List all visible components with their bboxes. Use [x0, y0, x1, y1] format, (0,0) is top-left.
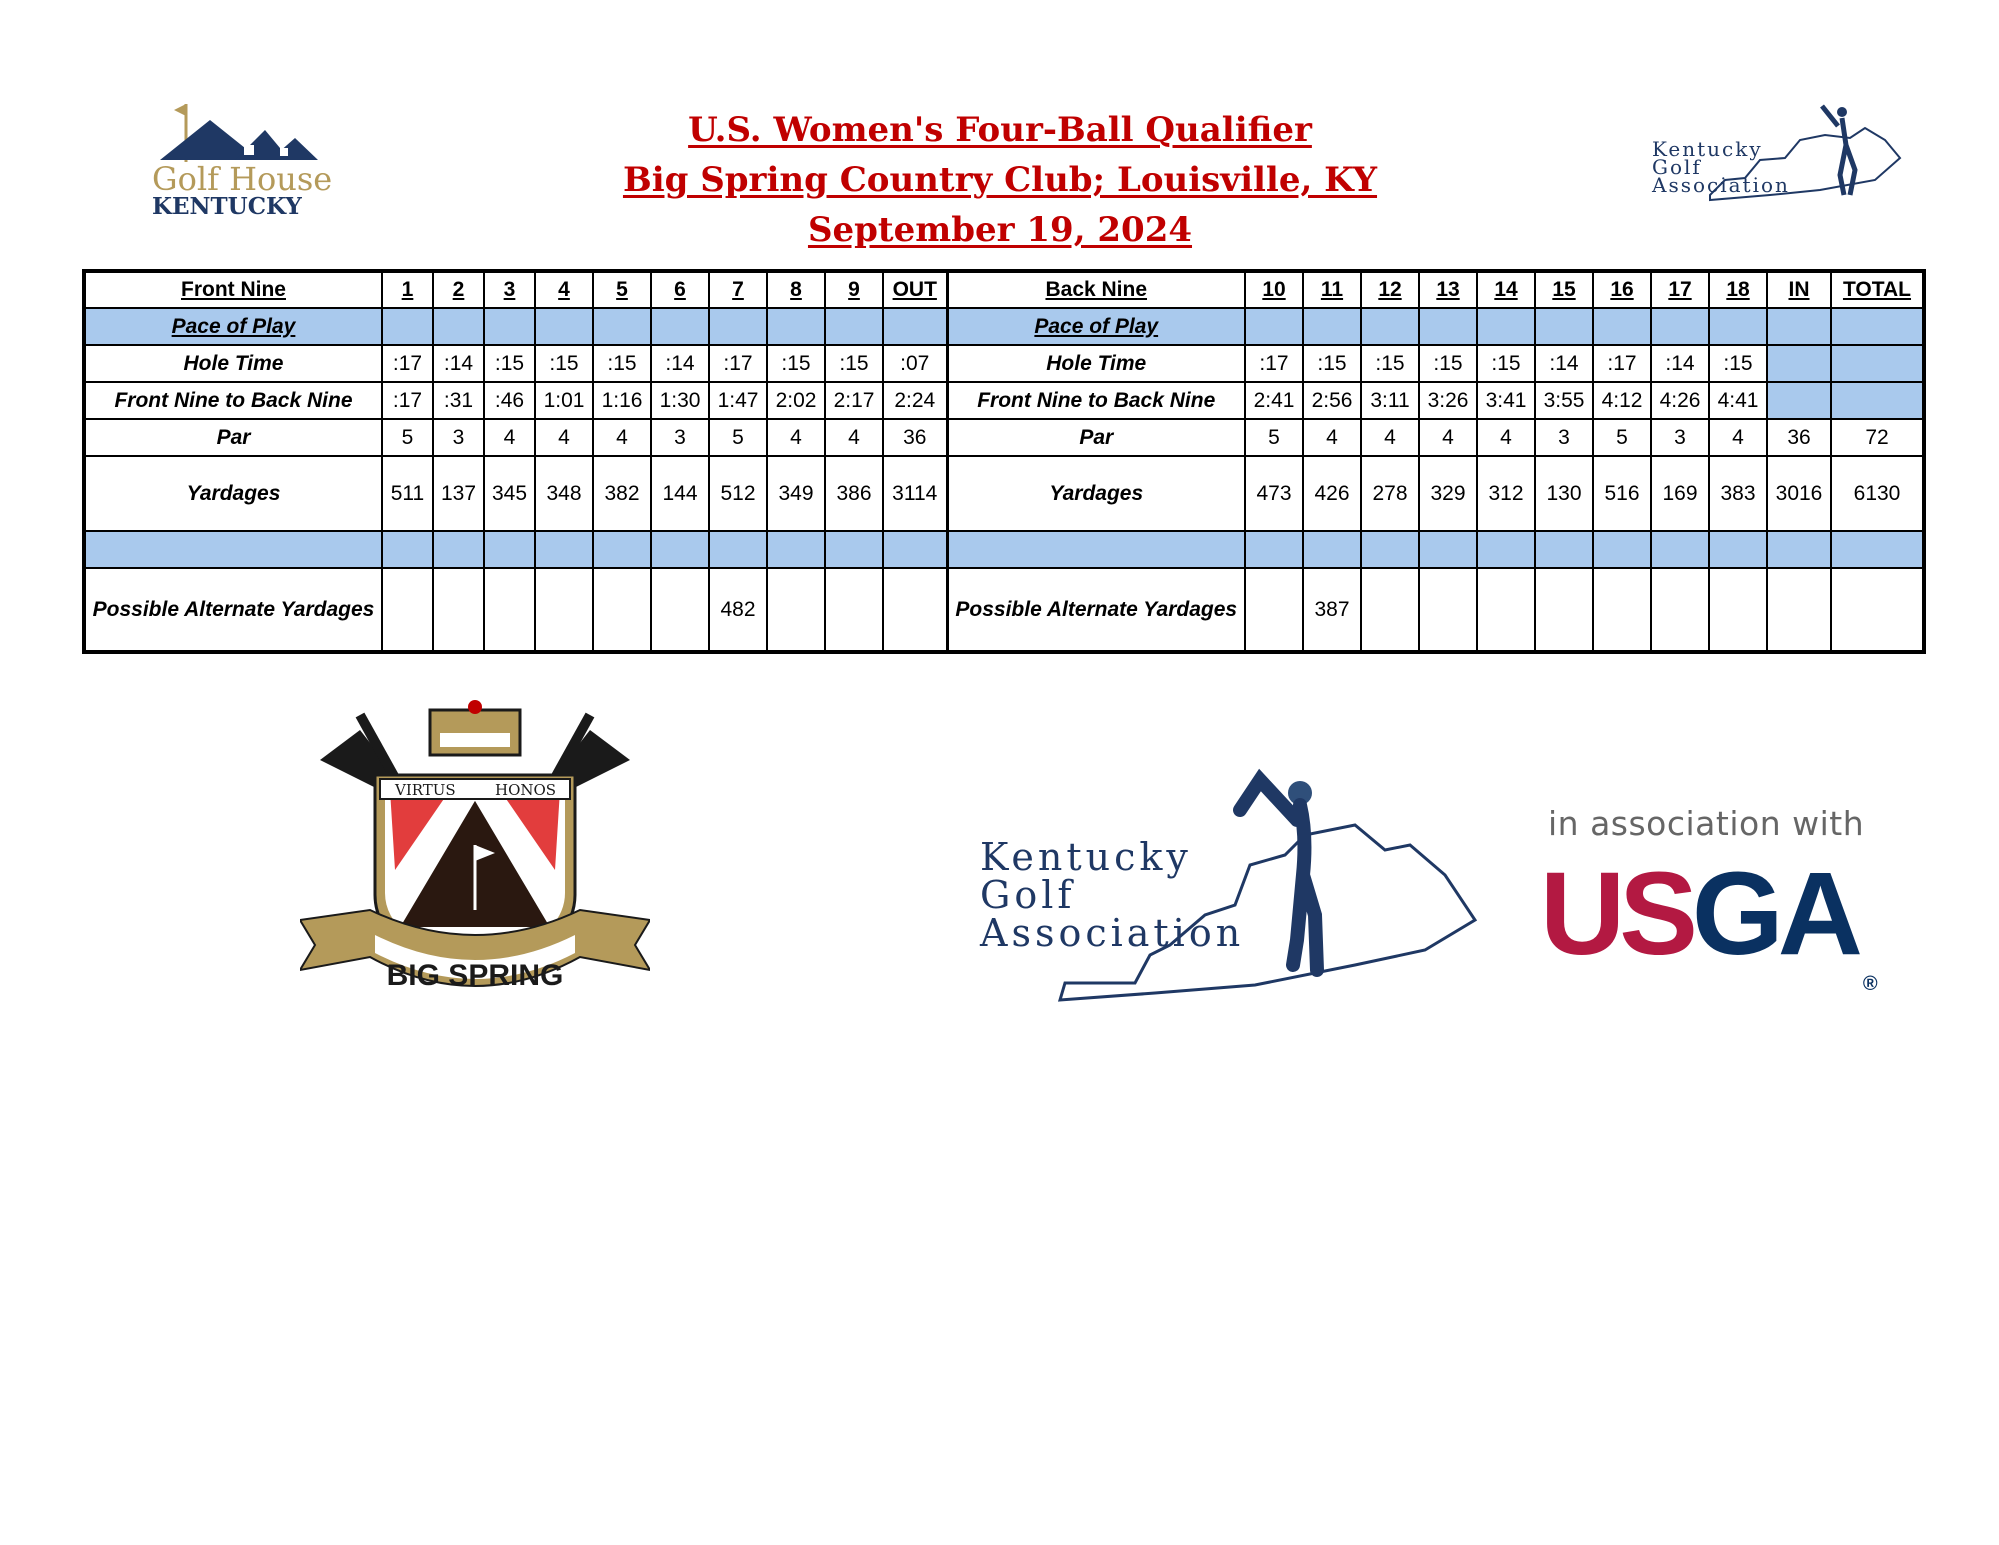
hole-4-header: 4: [535, 271, 593, 308]
par-cell: 5: [1593, 419, 1651, 456]
cumulative-cell: 2:56: [1303, 382, 1361, 419]
par-cell: 4: [593, 419, 651, 456]
hole-time-out: :07: [883, 345, 947, 382]
par-in: 36: [1767, 419, 1831, 456]
hole-time-cell: :17: [709, 345, 767, 382]
alternate-cell: [1593, 568, 1651, 652]
alternate-cell: [1419, 568, 1477, 652]
hole-time-cell: :15: [1361, 345, 1419, 382]
hole-time-cell: :14: [433, 345, 484, 382]
cumulative-cell: :46: [484, 382, 535, 419]
crest-banner-text: BIG SPRING: [386, 959, 564, 992]
yardage-cell: 516: [1593, 456, 1651, 531]
yardage-total: 6130: [1831, 456, 1924, 531]
hole-time-cell: :17: [1593, 345, 1651, 382]
hole-time-cell: :14: [1535, 345, 1593, 382]
hole-11-header: 11: [1303, 271, 1361, 308]
cumulative-time-row: [84, 382, 1924, 419]
alternate-cell: 482: [709, 568, 767, 652]
alternate-cell: [535, 568, 593, 652]
yardage-out: 3114: [883, 456, 947, 531]
par-total: 72: [1831, 419, 1924, 456]
hole-time-cell: :14: [1651, 345, 1709, 382]
cumulative-cell: 1:47: [709, 382, 767, 419]
header-row: [84, 271, 1924, 308]
hole-1-header: 1: [382, 271, 433, 308]
alternate-in: [1767, 568, 1831, 652]
alternate-out: [883, 568, 947, 652]
hole-18-header: 18: [1709, 271, 1767, 308]
yardages-row: [84, 456, 1924, 531]
spacer-row: [84, 531, 1924, 568]
kentucky-text: KENTUCKY: [152, 193, 302, 220]
cumulative-cell: 4:26: [1651, 382, 1709, 419]
hole-7-header: 7: [709, 271, 767, 308]
title-event: U.S. Women's Four-Ball Qualifier: [688, 110, 1312, 150]
in-association-with-text: in association with: [1548, 804, 1865, 843]
cumulative-cell: 2:41: [1245, 382, 1303, 419]
cumulative-out: 2:24: [883, 382, 947, 419]
cumulative-total: [1831, 382, 1924, 419]
par-cell: 4: [1361, 419, 1419, 456]
par-cell: 3: [1535, 419, 1593, 456]
cumulative-label-front: Front Nine to Back Nine: [84, 382, 382, 419]
front-nine-header: Front Nine: [84, 271, 382, 308]
hole-3-header: 3: [484, 271, 535, 308]
yardage-cell: 169: [1651, 456, 1709, 531]
hole-12-header: 12: [1361, 271, 1419, 308]
par-label-back: Par: [947, 419, 1245, 456]
kga-large-line2: Golf: [980, 873, 1076, 917]
par-cell: 4: [1419, 419, 1477, 456]
alternate-cell: 387: [1303, 568, 1361, 652]
hole-time-label-back: Hole Time: [947, 345, 1245, 382]
hole-17-header: 17: [1651, 271, 1709, 308]
cumulative-label-back: Front Nine to Back Nine: [947, 382, 1245, 419]
hole-13-header: 13: [1419, 271, 1477, 308]
yardage-cell: 473: [1245, 456, 1303, 531]
hole-time-cell: :15: [767, 345, 825, 382]
yardage-cell: 144: [651, 456, 709, 531]
alternate-cell: [767, 568, 825, 652]
alternate-cell: [1651, 568, 1709, 652]
kga-logo-small: [1650, 100, 1910, 220]
hole-time-cell: :15: [1303, 345, 1361, 382]
hole-time-row: [84, 345, 1924, 382]
yardage-cell: 329: [1419, 456, 1477, 531]
hole-time-cell: :15: [535, 345, 593, 382]
cumulative-cell: 3:11: [1361, 382, 1419, 419]
par-out: 36: [883, 419, 947, 456]
alternate-yardages-row: [84, 568, 1924, 652]
back-nine-header: Back Nine: [947, 271, 1245, 308]
alternate-cell: [484, 568, 535, 652]
par-cell: 3: [1651, 419, 1709, 456]
yardage-cell: 383: [1709, 456, 1767, 531]
title-block: [560, 105, 1440, 255]
alternate-cell: [382, 568, 433, 652]
alternate-cell: [651, 568, 709, 652]
par-cell: 4: [535, 419, 593, 456]
par-cell: 3: [651, 419, 709, 456]
hole-2-header: 2: [433, 271, 484, 308]
kga-small-line1: Kentucky: [1652, 137, 1763, 161]
cumulative-cell: :17: [382, 382, 433, 419]
out-header: OUT: [883, 271, 947, 308]
yardage-cell: 345: [484, 456, 535, 531]
alternate-cell: [1709, 568, 1767, 652]
yardage-cell: 382: [593, 456, 651, 531]
par-cell: 4: [1709, 419, 1767, 456]
cumulative-cell: :31: [433, 382, 484, 419]
hole-8-header: 8: [767, 271, 825, 308]
yardage-cell: 130: [1535, 456, 1593, 531]
alternate-cell: [433, 568, 484, 652]
yardage-cell: 426: [1303, 456, 1361, 531]
hole-time-cell: :15: [1477, 345, 1535, 382]
cumulative-cell: 2:02: [767, 382, 825, 419]
hole-time-cell: :15: [593, 345, 651, 382]
alternate-total: [1831, 568, 1924, 652]
yardages-label-back: Yardages: [947, 456, 1245, 531]
crest-motto-left: VIRTUS: [395, 781, 456, 799]
hole-16-header: 16: [1593, 271, 1651, 308]
hole-time-cell: :17: [1245, 345, 1303, 382]
alternate-cell: [1245, 568, 1303, 652]
yardage-cell: 137: [433, 456, 484, 531]
title-venue: Big Spring Country Club; Louisville, KY: [622, 160, 1378, 200]
usga-ga-text: GA: [1691, 848, 1857, 980]
hole-time-cell: :15: [1419, 345, 1477, 382]
pace-of-play-label-back: Pace of Play: [947, 308, 1245, 345]
cumulative-in: [1767, 382, 1831, 419]
hole-time-cell: :15: [1709, 345, 1767, 382]
alternate-label-back: Possible Alternate Yardages: [947, 568, 1245, 652]
yardage-cell: 312: [1477, 456, 1535, 531]
hole-time-cell: :14: [651, 345, 709, 382]
alternate-cell: [1361, 568, 1419, 652]
yardage-cell: 349: [767, 456, 825, 531]
hole-9-header: 9: [825, 271, 883, 308]
par-label-front: Par: [84, 419, 382, 456]
par-cell: 5: [709, 419, 767, 456]
pace-of-play-label-front: Pace of Play: [84, 308, 382, 345]
par-cell: 4: [1303, 419, 1361, 456]
pace-of-play-table: [82, 269, 1926, 654]
par-cell: 3: [433, 419, 484, 456]
cumulative-cell: 4:12: [1593, 382, 1651, 419]
yardage-cell: 511: [382, 456, 433, 531]
yardage-cell: 512: [709, 456, 767, 531]
par-cell: 5: [382, 419, 433, 456]
hole-6-header: 6: [651, 271, 709, 308]
total-header: TOTAL: [1831, 271, 1924, 308]
kga-small-line3: Association: [1652, 173, 1790, 197]
cumulative-cell: 1:30: [651, 382, 709, 419]
alternate-cell: [1535, 568, 1593, 652]
cumulative-cell: 4:41: [1709, 382, 1767, 419]
hole-time-total: [1831, 345, 1924, 382]
title-date: September 19, 2024: [807, 210, 1193, 250]
cumulative-cell: 1:01: [535, 382, 593, 419]
hole-time-in: [1767, 345, 1831, 382]
par-row: [84, 419, 1924, 456]
golf-house-kentucky-logo: [140, 100, 355, 220]
yardages-label-front: Yardages: [84, 456, 382, 531]
par-cell: 4: [484, 419, 535, 456]
registered-mark: ®: [1862, 973, 1878, 995]
hole-14-header: 14: [1477, 271, 1535, 308]
par-cell: 5: [1245, 419, 1303, 456]
par-cell: 4: [767, 419, 825, 456]
yardage-cell: 348: [535, 456, 593, 531]
par-cell: 4: [1477, 419, 1535, 456]
hole-5-header: 5: [593, 271, 651, 308]
pace-of-play-row: [84, 308, 1924, 345]
yardage-cell: 278: [1361, 456, 1419, 531]
par-cell: 4: [825, 419, 883, 456]
in-header: IN: [1767, 271, 1831, 308]
golf-house-text: Golf House: [152, 160, 333, 198]
usga-logo: [1540, 848, 1878, 995]
alternate-cell: [1477, 568, 1535, 652]
cumulative-cell: 3:26: [1419, 382, 1477, 419]
yardage-in: 3016: [1767, 456, 1831, 531]
crest-motto-right: HONOS: [495, 781, 557, 799]
yardage-cell: 386: [825, 456, 883, 531]
hole-time-cell: :15: [484, 345, 535, 382]
alternate-cell: [593, 568, 651, 652]
hole-time-cell: :17: [382, 345, 433, 382]
cumulative-cell: 3:55: [1535, 382, 1593, 419]
cumulative-cell: 1:16: [593, 382, 651, 419]
kga-large-line1: Kentucky: [980, 835, 1192, 879]
hole-10-header: 10: [1245, 271, 1303, 308]
hole-time-label-front: Hole Time: [84, 345, 382, 382]
cumulative-cell: 3:41: [1477, 382, 1535, 419]
kga-large-line3: Association: [980, 911, 1245, 955]
hole-15-header: 15: [1535, 271, 1593, 308]
alternate-label-front: Possible Alternate Yardages: [84, 568, 382, 652]
usga-us-text: US: [1540, 848, 1692, 980]
big-spring-crest-logo: [300, 695, 650, 1030]
cumulative-cell: 2:17: [825, 382, 883, 419]
alternate-cell: [825, 568, 883, 652]
kga-logo-large: [905, 765, 1480, 1010]
kga-small-line2: Golf: [1652, 155, 1702, 179]
hole-time-cell: :15: [825, 345, 883, 382]
